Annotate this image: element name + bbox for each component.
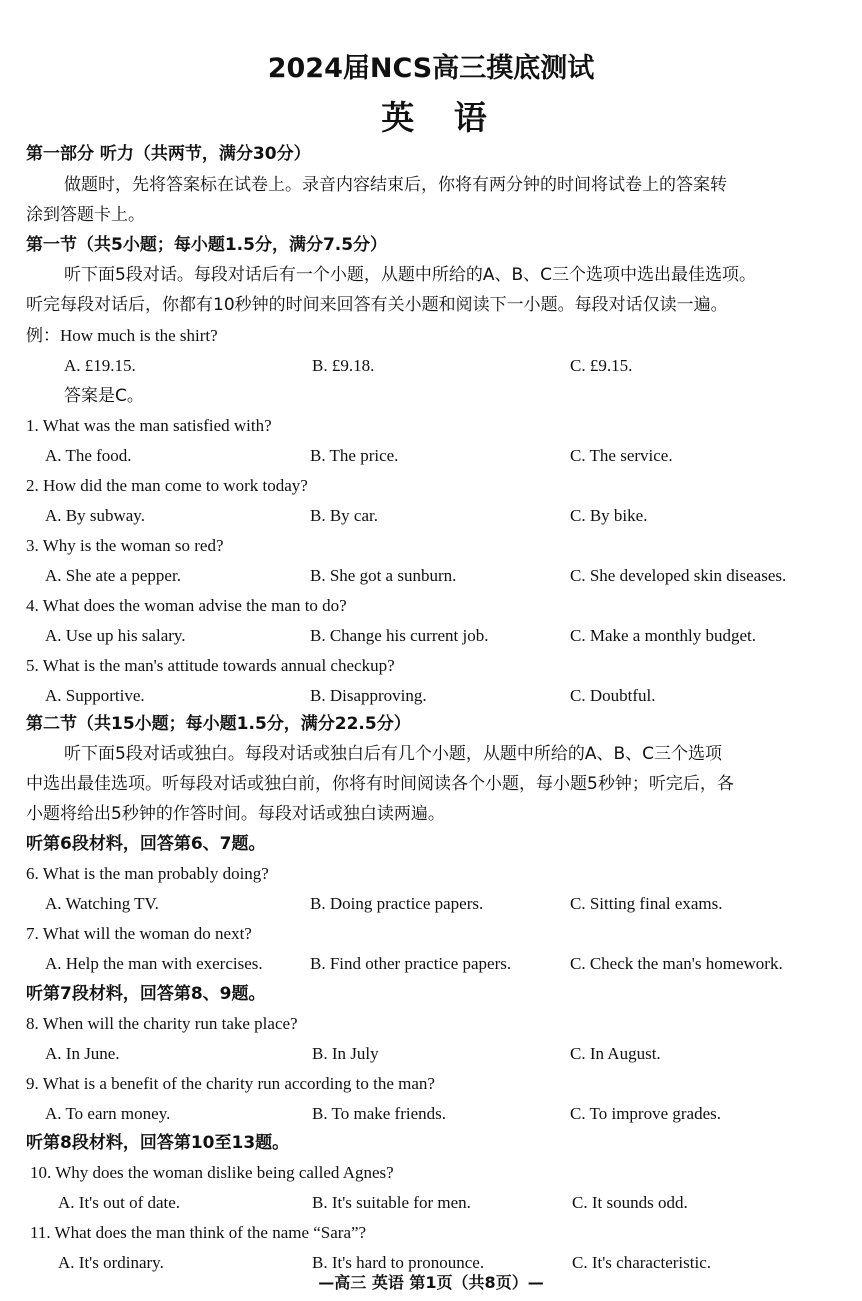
- exam-title: 2024届NCS高三摸底测试: [267, 53, 595, 84]
- question-2: 2. How did the man come to work today?: [26, 476, 308, 495]
- q7-option-b: B. Find other practice papers.: [310, 954, 512, 973]
- q9-option-c: C. To improve grades.: [570, 1104, 721, 1123]
- q3-option-a: A. She ate a pepper.: [45, 566, 181, 585]
- example-answer: 答案是C。: [64, 386, 144, 406]
- q10-option-b: B. It's suitable for men.: [312, 1193, 471, 1212]
- q4-option-c: C. Make a monthly budget.: [570, 626, 757, 645]
- q9-option-a: A. To earn money.: [45, 1104, 171, 1123]
- q1-option-c: C. The service.: [570, 446, 673, 465]
- q5-option-b: B. Disapproving.: [310, 686, 427, 705]
- question-11: 11. What does the man think of the name “Sara”?: [30, 1223, 367, 1242]
- question-10: 10. Why does the woman dislike being called Agnes?: [30, 1163, 394, 1182]
- q2-option-a: A. By subway.: [45, 506, 145, 525]
- example-question: 例：How much is the shirt?: [26, 326, 218, 345]
- question-5: 5. What is the man's attitude towards annual checkup?: [26, 656, 395, 675]
- part1-instruction-2: 涂到答题卡上。: [26, 205, 145, 225]
- q10-option-c: C. It sounds odd.: [572, 1193, 688, 1212]
- example-option-a: A. £19.15.: [64, 356, 136, 375]
- q11-option-b: B. It's hard to pronounce.: [312, 1253, 485, 1272]
- example-option-b: B. £9.18.: [312, 356, 375, 375]
- section1-instruction-1: 听下面5段对话。每段对话后有一个小题，从题中所给的A、B、C三个选项中选出最佳选项。: [64, 265, 756, 285]
- section2-instruction-1: 听下面5段对话或独白。每段对话或独白后有几个小题，从题中所给的A、B、C三个选项: [64, 744, 722, 764]
- material-note-8: 听第8段材料，回答第10至13题。: [26, 1133, 290, 1153]
- q5-option-c: C. Doubtful.: [570, 686, 656, 705]
- section1-instruction-2: 听完每段对话后，你都有10秒钟的时间来回答有关小题和阅读下一小题。每段对话仅读一遍。: [26, 295, 728, 315]
- q11-option-c: C. It's characteristic.: [572, 1253, 712, 1272]
- question-1: 1. What was the man satisfied with?: [26, 416, 272, 435]
- question-8: 8. When will the charity run take place?: [26, 1014, 298, 1033]
- part1-instruction-1: 做题时，先将答案标在试卷上。录音内容结束后，你将有两分钟的时间将试卷上的答案转: [64, 175, 727, 195]
- q10-option-a: A. It's out of date.: [58, 1193, 181, 1212]
- q7-option-c: C. Check the man's homework.: [570, 954, 783, 973]
- example-option-c: C. £9.15.: [570, 356, 633, 375]
- q6-option-a: A. Watching TV.: [45, 894, 159, 913]
- q9-option-b: B. To make friends.: [312, 1104, 446, 1123]
- q2-option-b: B. By car.: [310, 506, 378, 525]
- question-7: 7. What will the woman do next?: [26, 924, 252, 943]
- material-note-6: 听第6段材料，回答第6、7题。: [26, 834, 266, 854]
- q4-option-a: A. Use up his salary.: [45, 626, 186, 645]
- q1-option-b: B. The price.: [310, 446, 399, 465]
- question-3: 3. Why is the woman so red?: [26, 536, 224, 555]
- subject-title: 英 语: [381, 98, 501, 137]
- q8-option-a: A. In June.: [45, 1044, 120, 1063]
- material-note-7: 听第7段材料，回答第8、9题。: [26, 984, 266, 1004]
- q8-option-b: B. In July: [312, 1044, 379, 1063]
- question-9: 9. What is a benefit of the charity run according to the man?: [26, 1074, 435, 1093]
- q3-option-c: C. She developed skin diseases.: [570, 566, 787, 585]
- section2-instruction-3: 小题将给出5秒钟的作答时间。每段对话或独白读两遍。: [26, 804, 445, 824]
- q7-option-a: A. Help the man with exercises.: [45, 954, 263, 973]
- section2-instruction-2: 中选出最佳选项。听每段对话或独白前，你将有时间阅读各个小题，每小题5秒钟；听完后，各: [26, 774, 734, 794]
- q3-option-b: B. She got a sunburn.: [310, 566, 457, 585]
- page-footer: —高三 英语 第1页（共8页）—: [318, 1273, 544, 1292]
- q1-option-a: A. The food.: [45, 446, 132, 465]
- section1-heading: 第一节（共5小题；每小题1.5分，满分7.5分）: [26, 235, 388, 255]
- q5-option-a: A. Supportive.: [45, 686, 145, 705]
- q4-option-b: B. Change his current job.: [310, 626, 489, 645]
- q6-option-b: B. Doing practice papers.: [310, 894, 484, 913]
- q2-option-c: C. By bike.: [570, 506, 648, 525]
- q6-option-c: C. Sitting final exams.: [570, 894, 723, 913]
- question-4: 4. What does the woman advise the man to do?: [26, 596, 347, 615]
- q8-option-c: C. In August.: [570, 1044, 661, 1063]
- part1-heading: 第一部分 听力（共两节，满分30分）: [26, 144, 311, 164]
- q11-option-a: A. It's ordinary.: [58, 1253, 164, 1272]
- question-6: 6. What is the man probably doing?: [26, 864, 269, 883]
- section2-heading: 第二节（共15小题；每小题1.5分，满分22.5分）: [26, 714, 411, 734]
